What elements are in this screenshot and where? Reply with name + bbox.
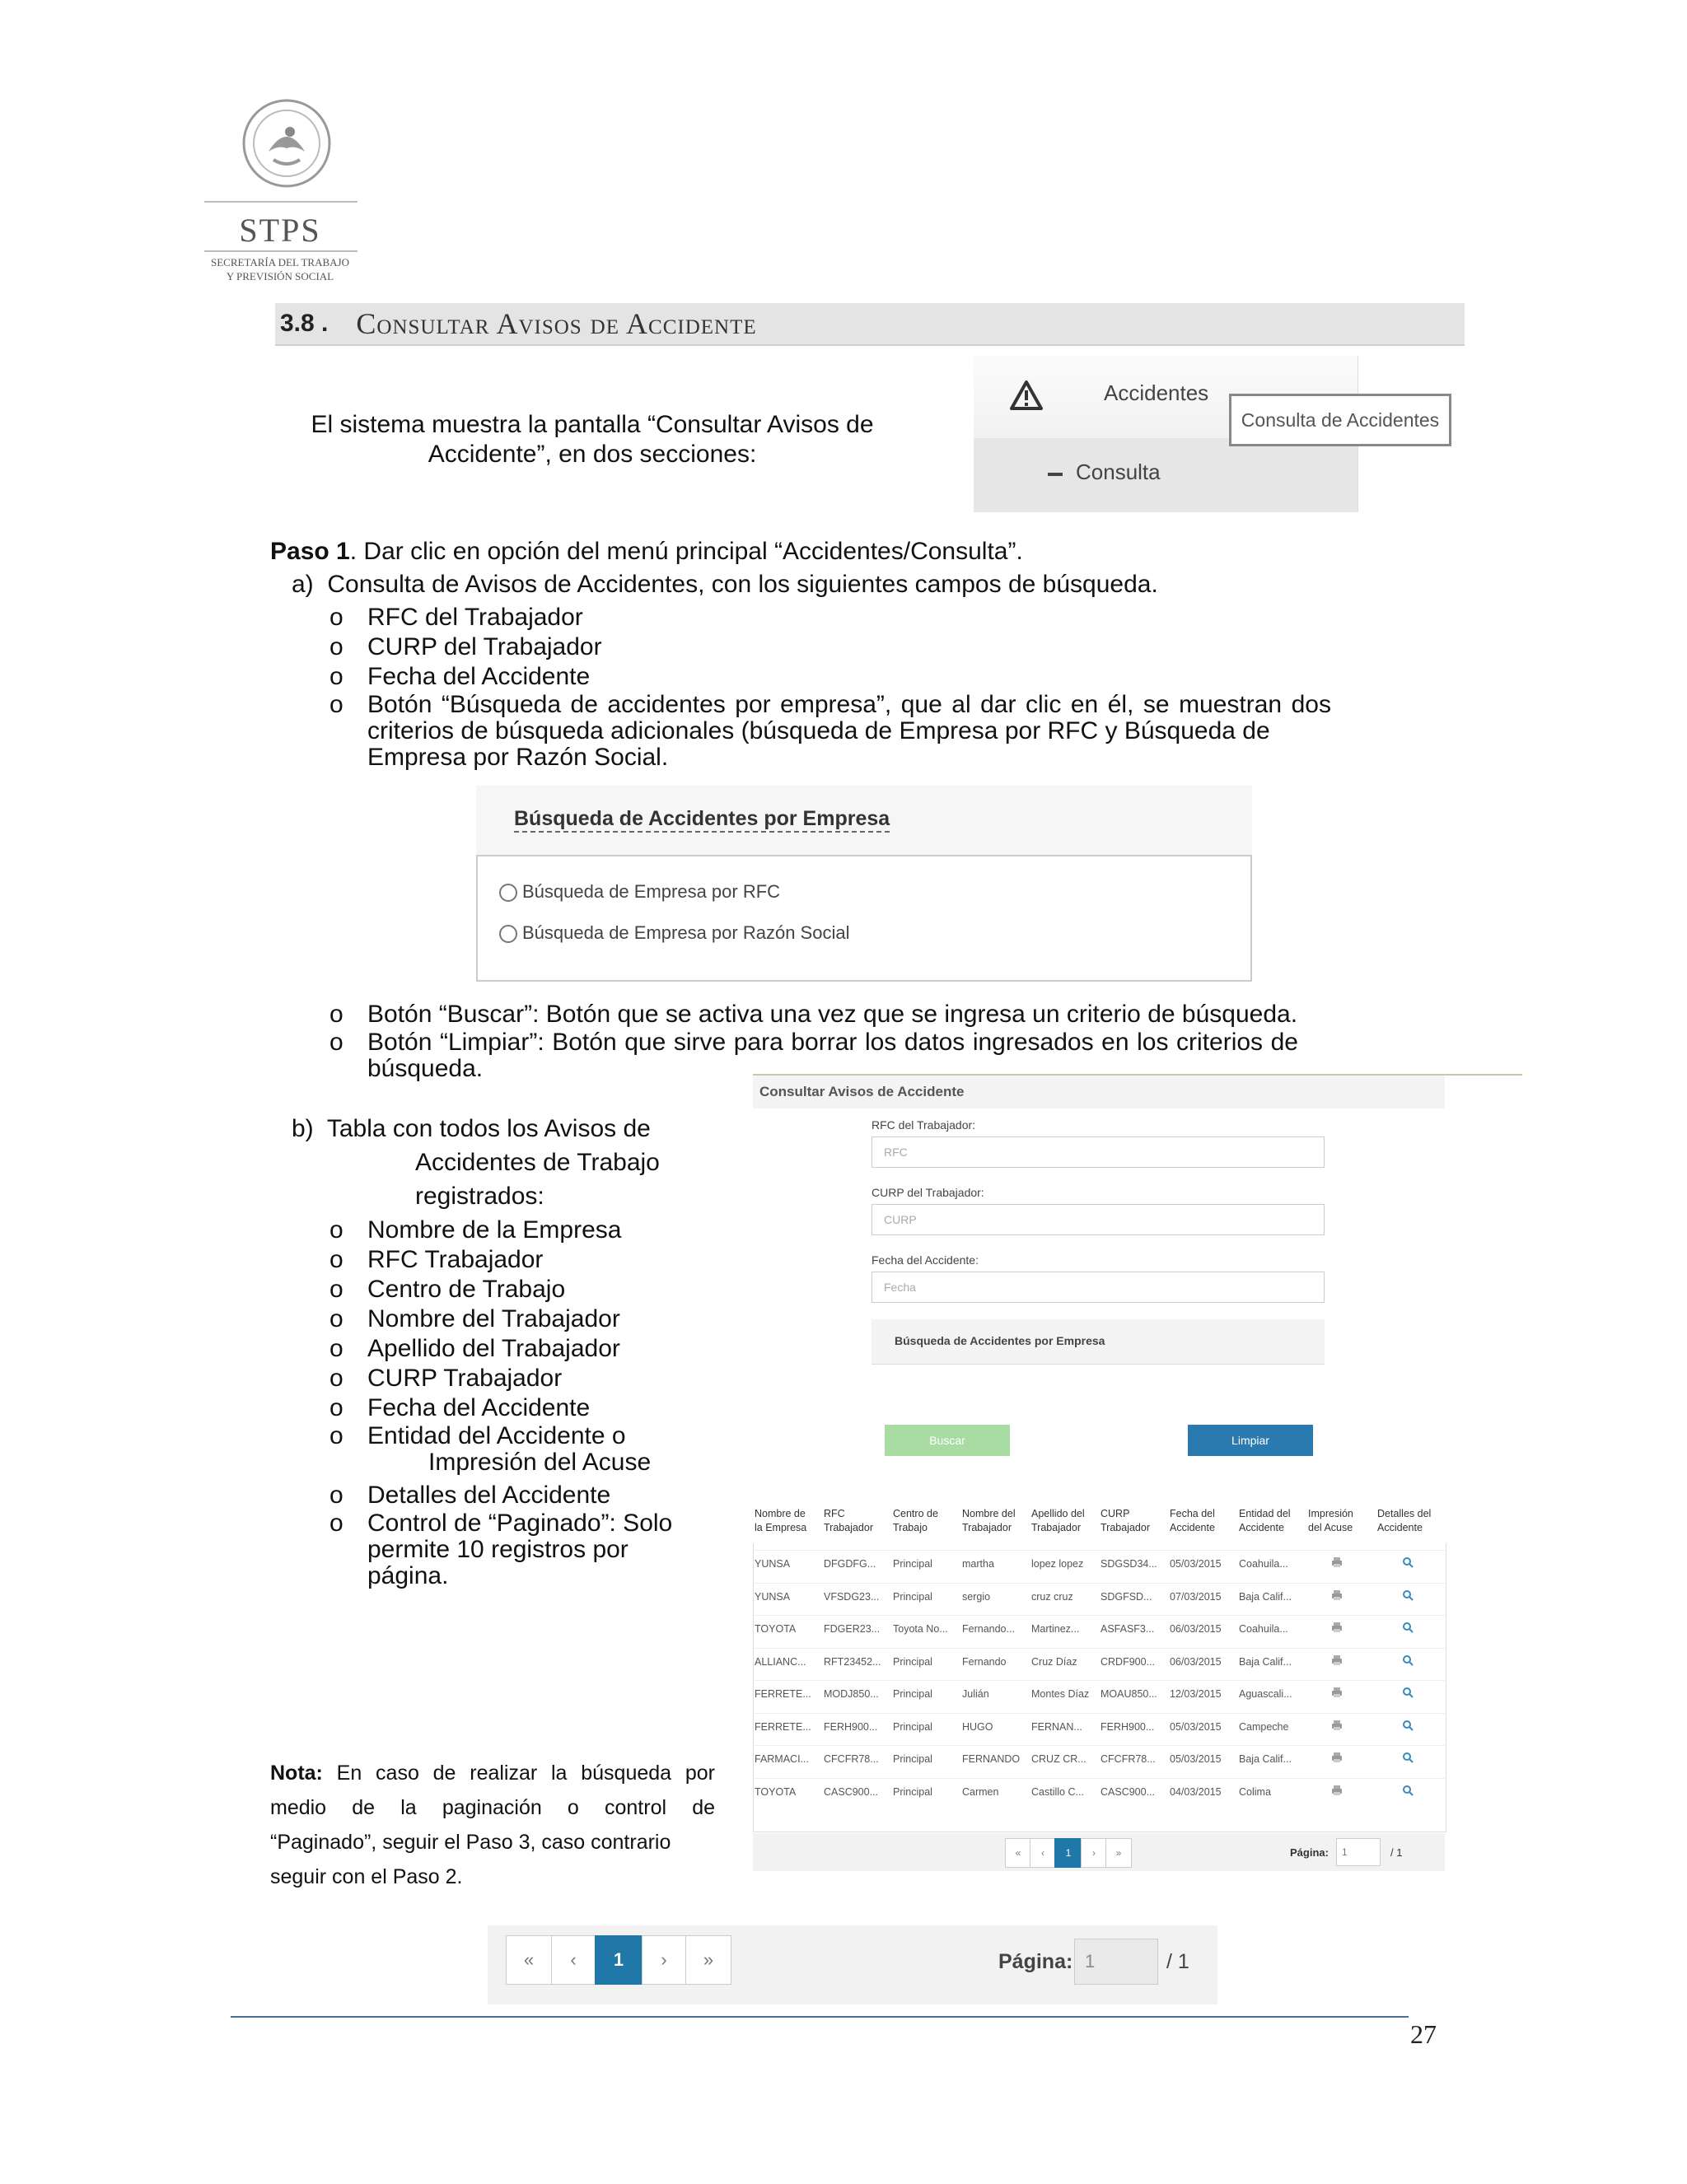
radio-icon — [499, 884, 517, 902]
section-number: 3.8 . — [280, 310, 329, 337]
table-cell: Campeche — [1239, 1720, 1289, 1733]
table-cell: CASC900... — [1101, 1785, 1156, 1798]
list-item: o RFC Trabajador — [329, 1246, 544, 1273]
list-item: o Botón “Búsqueda de accidentes por empresa”, que al dar clic en él, se muestran dos criterios de búsqueda adicionales (búsqueda de Empresa por RFC y Búsqueda de Empresa por Razón Social. — [329, 691, 1331, 771]
table-pagination — [753, 1833, 1445, 1871]
table-cell: 05/03/2015 — [1170, 1558, 1222, 1570]
table-cell: CFCFR78... — [1101, 1753, 1156, 1765]
table-cell: 05/03/2015 — [1170, 1720, 1222, 1733]
section-header — [275, 303, 1465, 346]
next-page-button[interactable]: › — [1081, 1838, 1107, 1868]
table-cell: 06/03/2015 — [1170, 1655, 1222, 1668]
limpiar-button[interactable]: Limpiar — [1188, 1425, 1313, 1456]
consultar-avisos-screenshot — [753, 1076, 1445, 1871]
table-cell: TOYOTA — [755, 1623, 797, 1635]
next-page-button[interactable]: › — [642, 1935, 686, 1985]
page-input[interactable]: 1 — [1336, 1838, 1381, 1866]
page-total: / 1 — [1390, 1846, 1403, 1859]
table-cell: FERH900... — [824, 1720, 878, 1733]
buscar-button[interactable]: Buscar — [885, 1425, 1010, 1456]
page-number: 27 — [1410, 2019, 1437, 2049]
curp-label: CURP del Trabajador: — [872, 1186, 984, 1199]
table-cell: Principal — [893, 1720, 932, 1733]
current-page-button[interactable]: 1 — [595, 1935, 643, 1985]
table-cell: DFGDFG... — [824, 1558, 876, 1570]
table-cell: VFSDG23... — [824, 1590, 880, 1603]
table-cell: FERRETE... — [755, 1720, 811, 1733]
logo-subtitle: Y PREVISIÓN SOCIAL — [226, 270, 334, 282]
table-cell: Principal — [893, 1590, 932, 1603]
table-cell: SDGFSD... — [1101, 1590, 1152, 1603]
table-cell: Principal — [893, 1688, 932, 1700]
table-cell: MODJ850... — [824, 1688, 879, 1700]
list-item: o Botón “Buscar”: Botón que se activa una vez que se ingresa un criterio de búsqueda. — [329, 1001, 1298, 1028]
table-cell: Baja Calif... — [1239, 1753, 1292, 1765]
table-cell: Principal — [893, 1558, 932, 1570]
minus-icon — [1048, 473, 1063, 476]
table-cell: CFCFR78... — [824, 1753, 879, 1765]
rfc-input[interactable]: RFC — [872, 1136, 1325, 1168]
prev-page-button[interactable]: ‹ — [1030, 1838, 1056, 1868]
table-cell: Fernando — [962, 1655, 1007, 1668]
list-b-heading: b) Tabla con todos los Avisos de Accidentes de Trabajo registrados: — [292, 1115, 660, 1210]
menu-subitem-label: Consulta — [1076, 460, 1161, 484]
table-cell: 04/03/2015 — [1170, 1785, 1222, 1798]
logo-divider — [204, 201, 357, 203]
menu-subitem-consulta[interactable] — [974, 438, 1358, 512]
table-cell: FARMACI... — [755, 1753, 809, 1765]
page-label: Página: — [998, 1950, 1073, 1973]
table-cell: ASFASF3... — [1101, 1623, 1155, 1635]
radio-empresa-razon-social[interactable]: Búsqueda de Empresa por Razón Social — [499, 922, 849, 944]
list-item: o CURP Trabajador — [329, 1365, 563, 1392]
table-cell: FDGER23... — [824, 1623, 881, 1635]
first-page-button[interactable]: « — [506, 1935, 552, 1985]
table-cell: Cruz Díaz — [1031, 1655, 1077, 1668]
table-cell: SDGSD34... — [1101, 1558, 1157, 1570]
paso-1: Paso 1. Dar clic en opción del menú principal “Accidentes/Consulta”. — [270, 538, 1023, 565]
page-input[interactable]: 1 — [1074, 1939, 1158, 1985]
list-a-heading: a) Consulta de Avisos de Accidentes, con los siguientes campos de búsqueda. — [292, 571, 1158, 598]
table-header: Centro de Trabajo — [893, 1508, 938, 1533]
footer-rule — [231, 2016, 1409, 2018]
table-cell: MOAU850... — [1101, 1688, 1157, 1700]
table-cell: FERH900... — [1101, 1720, 1155, 1733]
table-cell: CRDF900... — [1101, 1655, 1155, 1668]
table-cell: Colima — [1239, 1785, 1271, 1798]
table-header: Fecha del Accidente — [1170, 1508, 1215, 1533]
table-cell: sergio — [962, 1590, 991, 1603]
list-item: o Apellido del Trabajador — [329, 1335, 620, 1362]
table-header: Nombre de la Empresa — [755, 1508, 807, 1533]
warning-icon — [1010, 380, 1043, 410]
table-cell: 06/03/2015 — [1170, 1623, 1222, 1635]
table-cell: Castillo C... — [1031, 1785, 1084, 1798]
table-cell: Aguascali... — [1239, 1688, 1292, 1700]
table-cell: 05/03/2015 — [1170, 1753, 1222, 1765]
table-cell: ALLIANC... — [755, 1655, 806, 1668]
table-cell: Coahuila... — [1239, 1623, 1288, 1635]
pagination-closeup — [488, 1925, 1217, 2004]
table-cell: Coahuila... — [1239, 1558, 1288, 1570]
table-header: Impresión del Acuse — [1308, 1508, 1353, 1533]
radio-empresa-rfc[interactable]: Búsqueda de Empresa por RFC — [499, 881, 780, 903]
section-title: Consultar Avisos de Accidente — [356, 307, 757, 340]
menu-tooltip: Consulta de Accidentes — [1229, 394, 1451, 446]
table-cell: FERNANDO — [962, 1753, 1021, 1765]
table-header: CURP Trabajador — [1101, 1508, 1150, 1533]
fecha-label: Fecha del Accidente: — [872, 1253, 979, 1267]
list-item: o Entidad del Accidente o Impresión del Acuse — [329, 1422, 652, 1476]
table-cell: Principal — [893, 1785, 932, 1798]
table-cell: TOYOTA — [755, 1785, 797, 1798]
list-item: o Centro de Trabajo — [329, 1276, 566, 1303]
table-cell: Baja Calif... — [1239, 1590, 1292, 1603]
table-cell: Toyota No... — [893, 1623, 948, 1635]
list-item: o Botón “Limpiar”: Botón que sirve para borrar los datos ingresados en los criterios de búsqueda. — [329, 1029, 1298, 1082]
table-header: Nombre del Trabajador — [962, 1508, 1016, 1533]
prev-page-button[interactable]: ‹ — [551, 1935, 596, 1985]
table-cell: cruz cruz — [1031, 1590, 1073, 1603]
list-item: o Control de “Paginado”: Solo permite 10 registros por página. — [329, 1510, 673, 1589]
table-cell: Montes Díaz — [1031, 1688, 1090, 1700]
table-cell: Julián — [962, 1688, 989, 1700]
table-cell: Principal — [893, 1753, 932, 1765]
first-page-button[interactable]: « — [1005, 1838, 1031, 1868]
table-cell: Principal — [893, 1655, 932, 1668]
table-cell: CASC900... — [824, 1785, 879, 1798]
logo-text: STPS — [239, 212, 321, 249]
table-cell: Martinez... — [1031, 1623, 1080, 1635]
table-cell: lopez lopez — [1031, 1558, 1084, 1570]
list-item: o Nombre de la Empresa — [329, 1216, 622, 1244]
table-cell: CRUZ CR... — [1031, 1753, 1087, 1765]
empresa-search-panel — [476, 786, 1252, 983]
page-total: / 1 — [1166, 1950, 1189, 1973]
last-page-button[interactable]: » — [1105, 1838, 1132, 1868]
table-cell: RFT23452... — [824, 1655, 881, 1668]
table-cell: YUNSA — [755, 1558, 791, 1570]
table-cell: FERRETE... — [755, 1688, 811, 1700]
table-cell: YUNSA — [755, 1590, 791, 1603]
intro-text: El sistema muestra la pantalla “Consultar Avisos de Accidente”, en dos secciones: — [311, 411, 874, 468]
note-text: Nota: En caso de realizar la búsqueda por medio de la paginación o control de “Paginado”, seguir el Paso 3, caso contrario seguir con el Paso 2. — [270, 1762, 715, 1888]
logo-divider — [204, 250, 357, 252]
table-header: Apellido del Trabajador — [1031, 1508, 1085, 1533]
table-cell: Baja Calif... — [1239, 1655, 1292, 1668]
table-cell: Carmen — [962, 1785, 999, 1798]
empresa-search-button[interactable]: Búsqueda de Accidentes por Empresa — [872, 1319, 1325, 1365]
table-cell: 07/03/2015 — [1170, 1590, 1222, 1603]
radio-icon — [499, 925, 517, 943]
list-item: o Nombre del Trabajador — [329, 1305, 620, 1332]
table-cell: FERNAN... — [1031, 1720, 1082, 1733]
form-title: Consultar Avisos de Accidente — [759, 1084, 965, 1099]
list-item: o Fecha del Accidente — [329, 1394, 591, 1421]
table-header: Entidad del Accidente — [1239, 1508, 1291, 1533]
list-item: o Fecha del Accidente — [329, 663, 591, 690]
table-header: RFC Trabajador — [824, 1508, 873, 1533]
table-cell: martha — [962, 1558, 994, 1570]
table-header: Detalles del Accidente — [1377, 1508, 1432, 1533]
last-page-button[interactable]: » — [685, 1935, 731, 1985]
empresa-search-toggle[interactable]: Búsqueda de Accidentes por Empresa — [514, 807, 890, 833]
rfc-label: RFC del Trabajador: — [872, 1118, 976, 1132]
list-item: o CURP del Trabajador — [329, 633, 602, 660]
curp-input[interactable]: CURP — [872, 1204, 1325, 1235]
current-page-button[interactable]: 1 — [1054, 1838, 1082, 1868]
coat-of-arms-seal — [241, 97, 333, 189]
table-cell: Fernando... — [962, 1623, 1015, 1635]
page-label: Página: — [1290, 1846, 1329, 1859]
list-item: o Detalles del Accidente — [329, 1482, 611, 1509]
logo-subtitle: SECRETARÍA DEL TRABAJO — [211, 256, 349, 268]
table-frame — [753, 1543, 1446, 1832]
table-cell: 12/03/2015 — [1170, 1688, 1222, 1700]
fecha-input[interactable]: Fecha — [872, 1272, 1325, 1303]
menu-item-label: Accidentes — [1104, 380, 1209, 405]
table-cell: HUGO — [962, 1720, 993, 1733]
list-item: o RFC del Trabajador — [329, 604, 583, 631]
